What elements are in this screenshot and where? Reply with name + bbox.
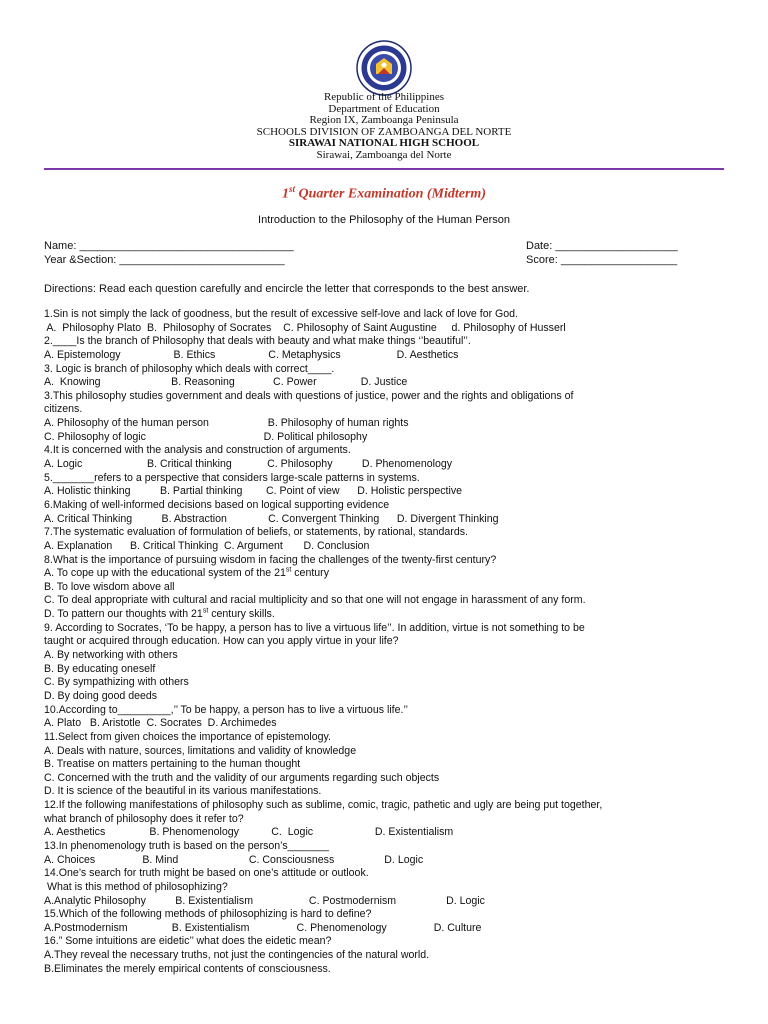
question-line: what branch of philosophy does it refer to?: [44, 812, 244, 825]
question-line: 8.What is the importance of pursuing wisdom in facing the challenges of the twenty-first century?: [44, 553, 497, 566]
question-line: C. By sympathizing with others: [44, 676, 189, 689]
question-line: A. Choices B. Mind C. Consciousness D. Logic: [44, 853, 424, 866]
header-region: Region IX, Zamboanga Peninsula: [309, 114, 459, 126]
question-line: A. To cope up with the educational system of the 21st century: [44, 566, 329, 580]
header-republic: Republic of the Philippines: [323, 91, 445, 103]
question-line: 3.This philosophy studies government and deals with questions of justice, power and the rights and obligations of: [44, 389, 574, 402]
question-line: A. Knowing B. Reasoning C. Power D. Justice: [44, 376, 408, 389]
question-line: A. Epistemology B. Ethics C. Metaphysics D. Aesthetics: [44, 348, 459, 361]
question-line: 4.It is concerned with the analysis and construction of arguments.: [44, 444, 351, 457]
question-line: B. By educating oneself: [44, 662, 156, 675]
question-line: taught or acquired through education. How can you apply virtue in your life?: [44, 635, 399, 648]
question-line: D. It is science of the beautiful in its various manifestations.: [44, 785, 322, 798]
question-line: 3. Logic is branch of philosophy which deals with correct____.: [44, 362, 335, 375]
exam-subject: Introduction to the Philosophy of the Human Person: [258, 214, 510, 226]
question-line: 5._______refers to a perspective that considers large-scale patterns in systems.: [44, 471, 420, 484]
question-line: A.Postmodernism B. Existentialism C. Phenomenology D. Culture: [44, 921, 482, 934]
question-line: 7.The systematic evaluation of formulation of beliefs, or statements, by rational, standards.: [44, 526, 468, 539]
question-line: 16.” Some intuitions are eidetic’’ what does the eidetic mean?: [44, 935, 332, 948]
question-line: 11.Select from given choices the importance of epistemology.: [44, 730, 331, 743]
question-line: 9. According to Socrates, ‘To be happy, a person has to live a virtuous life’’. In addition, virtue is not something to be: [44, 621, 585, 634]
question-line: 10.According to_________,’’ To be happy, a person has to live a virtuous life.’’: [44, 703, 408, 716]
year-section-field[interactable]: Year &Section: ___________________________: [44, 254, 285, 266]
question-line: 15.Which of the following methods of philosophizing is hard to define?: [44, 908, 372, 921]
header-divider: [44, 168, 724, 170]
question-line: A. Aesthetics B. Phenomenology C. Logic D. Existentialism: [44, 826, 454, 839]
question-line: citizens.: [44, 403, 83, 416]
question-list: [44, 308, 734, 976]
question-line: C. To deal appropriate with cultural and racial multiplicity and so that one will not engage in harassment of any form.: [44, 594, 586, 607]
header-address: Sirawai, Zamboanga del Norte: [316, 148, 452, 161]
question-line: 6.Making of well-informed decisions based on logical supporting evidence: [44, 498, 390, 511]
question-line: A. Logic B. Critical thinking C. Philosophy D. Phenomenology: [44, 458, 453, 471]
exam-title-text: Quarter Examination (Midterm): [295, 186, 486, 202]
question-line: A. Plato B. Aristotle C. Socrates D. Archimedes: [44, 717, 277, 730]
question-line: B. Treatise on matters pertaining to the human thought: [44, 758, 301, 771]
question-line: What is this method of philosophizing?: [44, 880, 228, 893]
question-line: A. By networking with others: [44, 649, 178, 662]
question-line: D. To pattern our thoughts with 21st century skills.: [44, 607, 275, 621]
score-field[interactable]: Score: ___________________: [526, 254, 678, 266]
question-line: 1.Sin is not simply the lack of goodness, but the result of excessive self-love and lack of love for God.: [44, 308, 519, 320]
question-line: D. By doing good deeds: [44, 689, 158, 702]
question-line: A. Explanation B. Critical Thinking C. Argument D. Conclusion: [44, 539, 370, 552]
question-line: A. Deals with nature, sources, limitations and validity of knowledge: [44, 744, 357, 757]
header-division: SCHOOLS DIVISION OF ZAMBOANGA DEL NORTE: [256, 125, 512, 138]
question-line: A.They reveal the necessary truths, not just the contingencies of the natural world.: [44, 949, 430, 962]
question-line: C. Philosophy of logic D. Political philosophy: [44, 430, 368, 443]
header-department: Department of Education: [328, 102, 440, 115]
question-line: C. Concerned with the truth and the validity of our arguments regarding such objects: [44, 771, 440, 784]
question-line: A. Critical Thinking B. Abstraction C. Convergent Thinking D. Divergent Thinking: [44, 512, 499, 525]
header-school-name: SIRAWAI NATIONAL HIGH SCHOOL: [288, 137, 480, 149]
question-line: B.Eliminates the merely empirical contents of consciousness.: [44, 962, 331, 975]
question-line: 2.____Is the branch of Philosophy that deals with beauty and what make things ‘’beautiful’’.: [44, 335, 471, 348]
directions-text: Directions: Read each question carefully and encircle the letter that corresponds to the best answer.: [44, 283, 530, 295]
deped-seal-icon: [356, 40, 412, 96]
date-field[interactable]: Date: ____________________: [526, 240, 678, 252]
name-field[interactable]: Name: ___________________________________: [44, 240, 294, 252]
question-line: A. Holistic thinking B. Partial thinking C. Point of view D. Holistic perspective: [44, 485, 463, 498]
question-line: A. Philosophy Plato B. Philosophy of Socrates C. Philosophy of Saint Augustine d. Philosophy of Husserl: [44, 321, 566, 334]
question-line: 13.In phenomenology truth is based on the person’s_______: [44, 839, 329, 852]
question-line: A.Analytic Philosophy B. Existentialism C. Postmodernism D. Logic: [44, 894, 485, 907]
question-line: B. To love wisdom above all: [44, 580, 175, 593]
question-line: 12.If the following manifestations of philosophy such as sublime, comic, tragic, pathetic and ugly are being put together,: [44, 799, 603, 812]
exam-title-number: 1: [282, 186, 289, 202]
school-header: [0, 92, 768, 161]
question-line: A. Philosophy of the human person B. Philosophy of human rights: [44, 417, 409, 430]
exam-title: [0, 184, 768, 203]
exam-title-ordinal: st: [289, 184, 296, 194]
question-line: 14.One’s search for truth might be based on one’s attitude or outlook.: [44, 867, 369, 880]
